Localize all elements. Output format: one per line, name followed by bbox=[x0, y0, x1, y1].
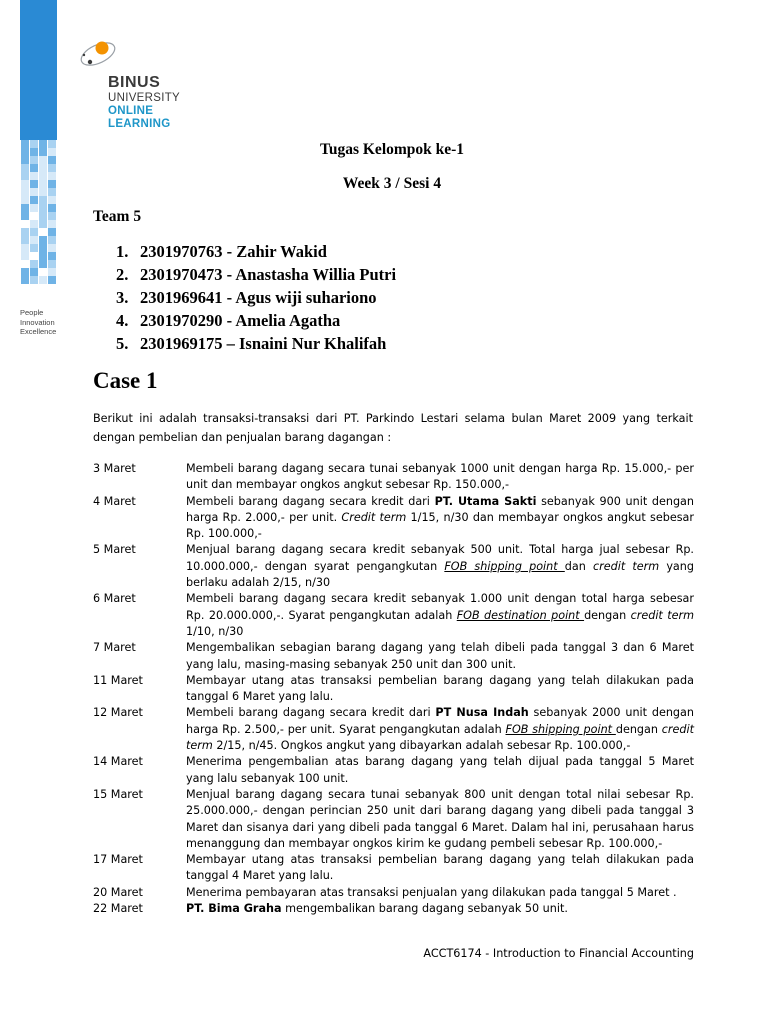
transaction-row bbox=[93, 461, 694, 494]
transaction-text-segment: PT. Bima Graha bbox=[186, 902, 282, 916]
strip-pixel bbox=[48, 164, 56, 172]
strip-pixel bbox=[39, 236, 47, 244]
strip-pixel bbox=[30, 196, 38, 204]
transaction-date: 20 Maret bbox=[93, 885, 143, 899]
transaction-text-segment: dengan bbox=[615, 722, 662, 736]
logo-learning: LEARNING bbox=[108, 118, 171, 130]
strip-pixel bbox=[48, 268, 56, 276]
transaction-date: 12 Maret bbox=[93, 706, 143, 720]
transaction-list bbox=[93, 461, 694, 917]
transaction-description bbox=[186, 673, 694, 706]
transaction-text-segment: Menjual barang dagang secara kredit sebanyak 500 unit. Total harga jual sebesar Rp. 10.000.000,- dengan syarat pengangkutan bbox=[186, 543, 694, 573]
strip-pixel bbox=[21, 268, 29, 276]
strip-pixel bbox=[30, 244, 38, 252]
transaction-text-segment: Menerima pembayaran atas transaksi penjualan yang dilakukan pada tanggal 5 Maret . bbox=[186, 885, 677, 899]
transaction-description bbox=[186, 461, 694, 494]
transaction-text-segment: FOB destination point bbox=[456, 608, 585, 622]
transaction-description bbox=[186, 591, 694, 640]
member-text: 2301970763 - Zahir Wakid bbox=[140, 242, 327, 261]
member-item bbox=[116, 287, 396, 310]
strip-pixel bbox=[39, 220, 47, 228]
strip-pixel bbox=[30, 268, 38, 276]
transaction-text-segment: 2/15, n/45. Ongkos angkut yang dibayarkan adalah sebesar Rp. 100.000,- bbox=[212, 739, 631, 753]
assignment-title: Tugas Kelompok ke-1 bbox=[319, 141, 465, 158]
transaction-text-segment: PT Nusa Indah bbox=[435, 706, 529, 720]
transaction-text-segment: Membayar utang atas transaksi pembelian barang dagang yang telah dilakukan pada tanggal 6 Maret yang lalu. bbox=[186, 673, 694, 704]
tagline-line: People bbox=[20, 308, 44, 317]
strip-pixel bbox=[39, 196, 47, 204]
strip-pixel bbox=[39, 244, 47, 252]
logo-mark-icon bbox=[76, 34, 116, 74]
strip-solid bbox=[20, 0, 57, 140]
transaction-description bbox=[186, 705, 694, 754]
strip-pixel bbox=[39, 164, 47, 172]
transaction-text-segment: FOB shipping point bbox=[444, 559, 565, 573]
transaction-date: 17 Maret bbox=[93, 853, 143, 867]
transaction-date: 3 Maret bbox=[93, 462, 136, 475]
strip-pixel bbox=[48, 252, 56, 260]
transaction-text-segment: Credit term bbox=[341, 510, 407, 524]
strip-pixel bbox=[30, 164, 38, 172]
transaction-description bbox=[186, 787, 694, 852]
strip-pixel bbox=[21, 244, 29, 252]
strip-pixel bbox=[48, 204, 56, 212]
member-text: 2301970290 - Amelia Agatha bbox=[140, 311, 341, 330]
strip-pixel bbox=[21, 276, 29, 284]
transaction-text-segment: Membeli barang dagang secara tunai sebanyak 1000 unit dengan harga Rp. 15.000,- per unit dan membayar ongkos angkut sebesar Rp. 150.000,- bbox=[186, 462, 694, 492]
team-label: Team 5 bbox=[93, 208, 142, 225]
strip-pixel bbox=[21, 196, 29, 204]
strip-pixel bbox=[48, 220, 56, 228]
transaction-row bbox=[93, 542, 694, 591]
transaction-description bbox=[186, 754, 694, 787]
transaction-row bbox=[93, 494, 694, 543]
assignment-subtitle: Week 3 / Sesi 4 bbox=[342, 175, 442, 192]
strip-pixel bbox=[21, 228, 29, 236]
transaction-row bbox=[93, 787, 694, 852]
transaction-text-segment: 1/15, n/30 dan membayar ongkos angkut sebesar Rp. 100.000,- bbox=[186, 510, 694, 541]
transaction-text-segment: sebanyak 2000 unit dengan harga Rp. 2.500,- per unit. Syarat pengangkutan adalah bbox=[186, 706, 694, 736]
logo-online: ONLINE bbox=[108, 105, 154, 117]
transaction-description bbox=[186, 542, 694, 591]
page-footer: ACCT6174 - Introduction to Financial Accounting bbox=[423, 947, 694, 960]
member-number: 4. bbox=[116, 311, 129, 330]
transaction-description bbox=[186, 901, 694, 917]
member-text: 2301969641 - Agus wiji suhariono bbox=[140, 288, 377, 307]
member-text: 2301969175 – Isnaini Nur Khalifah bbox=[140, 334, 387, 353]
member-number: 3. bbox=[116, 288, 129, 307]
strip-pixel bbox=[39, 252, 47, 260]
member-item bbox=[116, 264, 396, 287]
member-item bbox=[116, 241, 396, 264]
transaction-description bbox=[186, 494, 694, 543]
transaction-date: 5 Maret bbox=[93, 543, 136, 557]
transaction-text-segment: PT. Utama Sakti bbox=[434, 494, 537, 508]
transaction-date: 22 Maret bbox=[93, 902, 143, 916]
member-item bbox=[116, 310, 396, 333]
strip-pixel bbox=[39, 212, 47, 220]
member-text: 2301970473 - Anastasha Willia Putri bbox=[140, 265, 397, 284]
transaction-row bbox=[93, 673, 694, 706]
strip-pixel bbox=[21, 212, 29, 220]
transaction-text-segment: Membayar utang atas transaksi pembelian barang dagang yang telah dilakukan pada tanggal 4 Maret yang lalu. bbox=[186, 853, 694, 883]
transaction-text-segment: Menjual barang dagang secara tunai sebanyak 800 unit dengan total nilai sebesar Rp. 25.000.000,- dengan perincian 250 unit dari barang dagang yang dibeli pada tanggal 3 Maret dan sisanya dari yang dibeli pada tanggal 6 Maret. Dalam hal ini, perusahaan harus menanggung dan membayar ongkos kirim ke gudang pembeli sebesar Rp. 100.000,- bbox=[186, 787, 694, 850]
strip-pixel bbox=[30, 276, 38, 284]
transaction-row bbox=[93, 640, 694, 673]
strip-pixel bbox=[48, 196, 56, 204]
transaction-row bbox=[93, 754, 694, 787]
transaction-row bbox=[93, 591, 694, 640]
transaction-date: 14 Maret bbox=[93, 755, 143, 769]
strip-pixel bbox=[48, 260, 56, 268]
strip-pixel bbox=[48, 244, 56, 252]
member-item bbox=[116, 333, 396, 356]
transaction-description bbox=[186, 640, 694, 673]
strip-pixel bbox=[39, 276, 47, 284]
strip-pixel bbox=[21, 204, 29, 212]
transaction-text-segment: credit term bbox=[186, 722, 694, 753]
transaction-row bbox=[93, 901, 694, 917]
logo-university: UNIVERSITY bbox=[108, 92, 181, 104]
transaction-text-segment: Membeli barang dagang secara kredit dari bbox=[186, 494, 435, 508]
member-number: 2. bbox=[116, 265, 129, 284]
tagline bbox=[20, 308, 56, 337]
transaction-text-segment: credit term bbox=[593, 559, 660, 573]
tagline-line: Excellence bbox=[20, 327, 57, 336]
strip-pixel bbox=[48, 212, 56, 220]
strip-pixel bbox=[21, 252, 29, 260]
transaction-row bbox=[93, 852, 694, 885]
transaction-date: 15 Maret bbox=[93, 787, 143, 801]
transaction-description bbox=[186, 885, 694, 901]
transaction-text-segment: yang berlaku adalah 2/15, n/30 bbox=[186, 559, 694, 590]
case-intro: Berikut ini adalah transaksi-transaksi dari PT. Parkindo Lestari selama bulan Maret 2009 yang terkait dengan pembelian dan penjualan barang dagangan : bbox=[93, 412, 693, 444]
transaction-text-segment: Membeli barang dagang secara kredit dari bbox=[186, 706, 436, 720]
transaction-row bbox=[93, 885, 694, 901]
member-number: 1. bbox=[116, 242, 129, 261]
transaction-text-segment: sebanyak 900 unit dengan harga Rp. 2.000,- per unit. bbox=[186, 494, 695, 524]
transaction-text-segment: dan bbox=[564, 559, 593, 573]
member-list bbox=[116, 241, 396, 356]
strip-pixel bbox=[21, 236, 29, 244]
strip-pixel bbox=[48, 228, 56, 236]
transaction-text-segment: dengan bbox=[584, 608, 631, 622]
strip-pixel bbox=[30, 228, 38, 236]
strip-pixel bbox=[48, 276, 56, 284]
strip-pixel bbox=[39, 204, 47, 212]
transaction-date: 7 Maret bbox=[93, 641, 136, 655]
strip-pixel bbox=[39, 260, 47, 268]
binus-logo bbox=[76, 34, 206, 134]
case-heading: Case 1 bbox=[93, 368, 158, 393]
member-number: 5. bbox=[116, 334, 129, 353]
transaction-date: 4 Maret bbox=[93, 494, 136, 508]
strip-pixel bbox=[30, 220, 38, 228]
transaction-description bbox=[186, 852, 694, 885]
strip-pixel bbox=[21, 164, 29, 172]
transaction-text-segment: Membeli barang dagang secara kredit sebanyak 1.000 unit dengan total harga sebesar Rp. 20.000.000,-. Syarat pengangkutan adalah bbox=[186, 592, 694, 622]
transaction-date: 6 Maret bbox=[93, 592, 136, 606]
transaction-text-segment: Mengembalikan sebagian barang dagang yang telah dibeli pada tanggal 3 dan 6 Maret yang lalu, masing-masing sebanyak 250 unit dan 300 unit. bbox=[186, 641, 694, 671]
transaction-date: 11 Maret bbox=[93, 673, 143, 687]
transaction-text-segment: mengembalikan barang dagang sebanyak 50 unit. bbox=[281, 902, 568, 916]
logo-brand: BINUS bbox=[108, 74, 161, 91]
strip-pixel bbox=[30, 236, 38, 244]
strip-pixel bbox=[48, 236, 56, 244]
tagline-line: Innovation bbox=[20, 317, 55, 327]
strip-pixel bbox=[30, 204, 38, 212]
transaction-text-segment: 1/10, n/30 bbox=[186, 624, 244, 638]
transaction-text-segment: Menerima pengembalian atas barang dagang yang telah dijual pada tanggal 5 Maret yang lalu sebanyak 100 unit. bbox=[186, 755, 694, 785]
transaction-text-segment: credit term bbox=[630, 608, 694, 622]
strip-pixel bbox=[30, 260, 38, 268]
transaction-row bbox=[93, 705, 694, 754]
transaction-text-segment: FOB shipping point bbox=[505, 722, 616, 736]
